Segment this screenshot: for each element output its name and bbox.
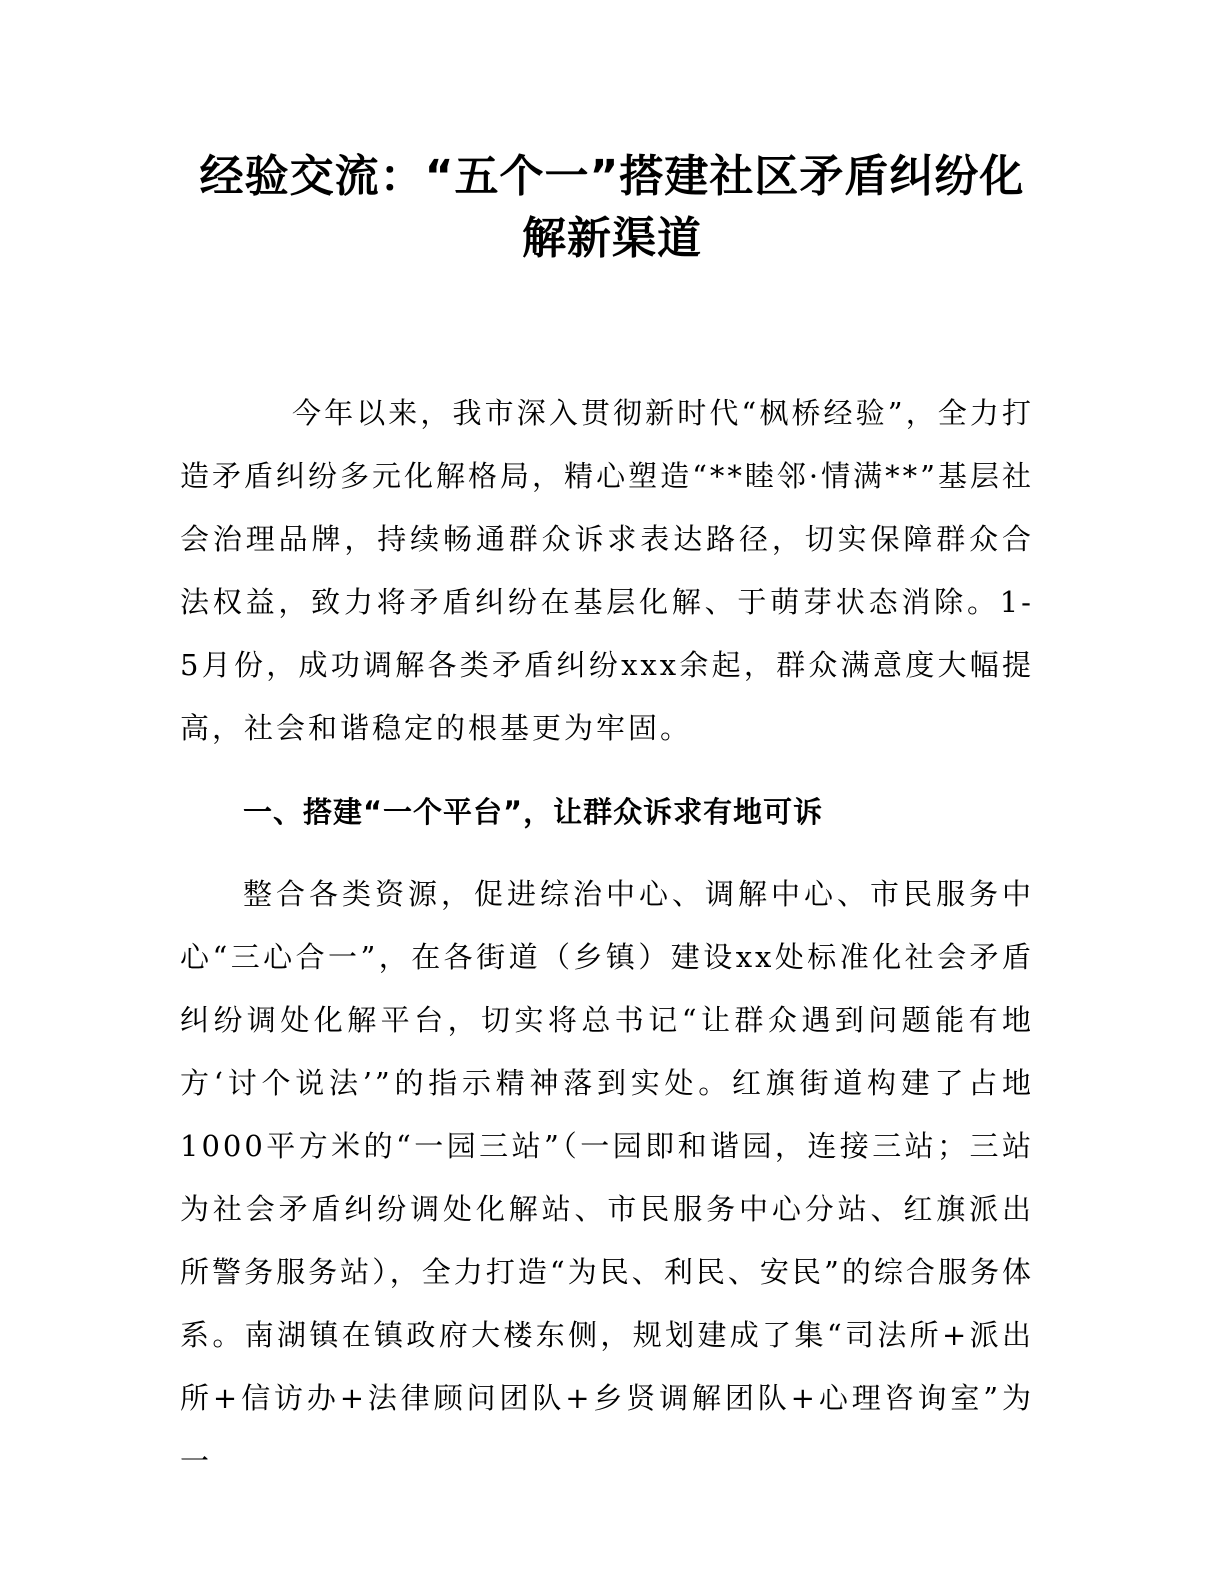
section-heading: 一、搭建“一个平台”，让群众诉求有地可诉 <box>243 795 824 829</box>
title-line-1: 经验交流：“五个一”搭建社区矛盾纠纷化 <box>199 151 1025 202</box>
section-paragraph: 整合各类资源，促进综治中心、调解中心、市民服务中心“三心合一”，在各街道（乡镇）建设xx处标准化社会矛盾纠纷调处化解平台，切实将总书记“让群众遇到问题能有地方‘讨个说法’”的指示精神落到实处。红旗街道构建了占地1000平方米的“一园三站”（一园即和谐园，连接三站；三站为社会矛盾纠纷调处化解站、市民服务中心分站、红旗派出所警务服务站），全力打造“为民、利民、安民”的综合服务体系。南湖镇在镇政府大楼东侧，规划建成了集“司法所+派出所+信访办+法律顾问团队+乡贤调解团队+心理咨询室”为一 <box>180 877 1034 1478</box>
intro-paragraph: 今年以来，我市深入贯彻新时代“枫桥经验”，全力打造矛盾纠纷多元化解格局，精心塑造“**睦邻·情满**”基层社会治理品牌，持续畅通群众诉求表达路径，切实保障群众合法权益，致力将矛盾纠纷在基层化解、于萌芽状态消除。1-5月份，成功调解各类矛盾纠纷xxx余起，群众满意度大幅提高，社会和谐稳定的根基更为牢固。 <box>180 396 1034 745</box>
title-line-2: 解新渠道 <box>522 213 702 264</box>
document-title <box>180 146 1044 270</box>
